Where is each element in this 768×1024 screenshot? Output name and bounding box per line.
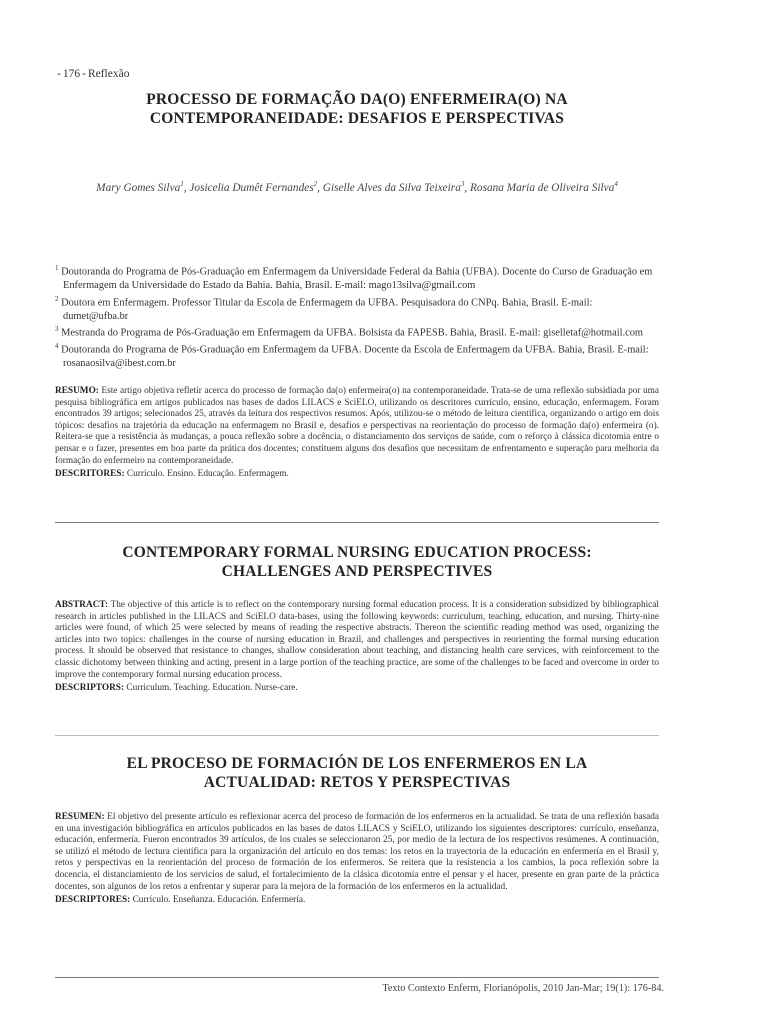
descriptores: DESCRIPTORES: Currículo. Enseñanza. Educación. Enfermería. xyxy=(55,895,306,906)
author-4: Rosana Maria de Oliveira Silva xyxy=(470,181,615,194)
affiliation-4: $^4$ Doutoranda do Programa de Pós-Graduação em Enfermagem da UFBA. Docente da Escola de Enfermagem da UFBA. Bahia, Brasil. E-mail: rosanaosilva@ibest.com.br xyxy=(55,342,649,370)
footer-rule xyxy=(55,977,659,978)
resumen-text: RESUMEN: El objetivo del presente artículo es reflexionar acerca del proceso de formación de los enfermeros en la actualidad. Se trata de una reflexión basada en una investigación bibliográfica en artículos publicados en las bases de datos LILACS y SciELO, utilizando los siguientes descriptores: currículo, enseñanza, educación, enfermería. Fueron encontrados 39 artículos, de los cuales se seleccionaron 25, por medio de la lectura de los respectivos resúmenes. A continuación, se utilizó el método de lectura científica para la organización del artículo en dos temas: los retos en la trayectoria de la educación en enfermería en el Brasil y, retos y perspectivas en la reorientación del proceso de formación de los enfermeros. Se reitera que la resistencia a los cambios, la poca reflexión sobre la docencia, el distanciamiento de los servicios de salud, el fortalecimiento de la clásica dicotomía entre el pensar y el hacer, presente en gran parte de la práctica docentes, son algunos de los retos a enfrentar y superar para la mejora de la formación de los enfermeros en la actualidad. xyxy=(55,812,660,892)
title-spanish: EL PROCESO DE FORMACIÓN DE LOS ENFERMEROS EN LA ACTUALIDAD: RETOS Y PERSPECTIVAS xyxy=(126,755,588,791)
affiliation-1: $^1$ Doutoranda do Programa de Pós-Graduação em Enfermagem da Universidade Federal da Bahia (UFBA). Docente do Curso de Graduação em Enfermagem da Universidade do Estado da Bahia. Bahia, Brasil. E-mail: mago13silva@gmail.com xyxy=(55,264,653,292)
resumo-block xyxy=(55,386,659,480)
descritores: DESCRITORES: Currículo. Ensino. Educação. Enfermagem. xyxy=(55,469,289,480)
page-number: 176 xyxy=(62,68,81,80)
resumen-block xyxy=(55,812,659,906)
affiliation-3: $^3$ Mestranda do Programa de Pós-Graduação em Enfermagem da UFBA. Bolsista da FAPESB. Bahia, Brasil. E-mail: giselletaf@hotmail.com xyxy=(55,325,644,339)
section-divider xyxy=(55,735,659,736)
abstract-block xyxy=(55,600,659,694)
author-3: Giselle Alves da Silva Teixeira xyxy=(322,181,461,194)
section-label: Reflexão xyxy=(87,68,130,80)
descriptors: DESCRIPTORS: Curriculum. Teaching. Education. Nurse-care. xyxy=(55,683,298,694)
resumo-text: RESUMO: Este artigo objetiva refletir acerca do processo de formação da(o) enfermeira(o) na contemporaneidade. Trata-se de uma reflexão subsidiada por uma pesquisa bibliográfica em artigos publicados nas bases de dados LILACS e SciELO, utilizando os descritores currículo, ensino, educação, enfermagem. Foram encontrados 39 artigos; selecionados 25, através da leitura dos respectivos resumos. Após, utilizou-se o método de leitura científica, organizando o artigo em dois tópicos: desafios na trajetória da educação na enfermagem no Brasil e, desafios e perspectivas na reorientação do processo de formação da(o) enfermeira (o). Reitera-se que a resistência às mudanças, a pouca reflexão sobre a docência, o distanciamento dos serviços de saúde, com o reforço à clássica dicotomia entre o pensar e o fazer, presentes em boa parte da prática dos docentes; constituem alguns dos desafios que necessitam de enfrentamento e superação para melhoria da formação do enfermeiro na contemporaneidade. xyxy=(55,386,659,466)
running-header: - 176 - Reflexão xyxy=(57,68,130,80)
abstract-text: ABSTRACT: The objective of this article is to reflect on the contemporary nursing formal education process. It is a consideration subsidized by bibliographical research in articles published in the LILACS and SciELO data-bases, using the following keywords: curriculum, teaching, education, and nursing. Thirty-nine articles were found, of which 25 were selected by means of reading the respective abstracts. Thereon the scientific reading method was used, organizing the articles into two topics: challenges in the course of nursing education in Brazil, and challenges and perspectives in reorienting the formal nursing education process. It should be observed that resistance to changes, shallow consideration about teaching, and distancing health care services, with reinforcement to the classic dichotomy between thinking and acting, present in a large portion of the teaching practice, are some of the challenges to be faced and overcome in order to improve the contemporary formal nursing education process. xyxy=(55,600,660,680)
author-1: Mary Gomes Silva xyxy=(96,181,181,194)
section-divider xyxy=(55,522,659,523)
affiliations xyxy=(55,262,659,371)
author-2: Josicelia Dumêt Fernandes xyxy=(189,181,314,194)
author-list: Mary Gomes Silva$^1$, Josicelia Dumêt Fernandes$^2$, Giselle Alves da Silva Teixeira$^3$, Rosana Maria de Oliveira Silva$^4$ xyxy=(96,180,618,194)
journal-citation: Texto Contexto Enferm, Florianópolis, 2010 Jan-Mar; 19(1): 176-84. xyxy=(382,983,664,994)
title-english: CONTEMPORARY FORMAL NURSING EDUCATION PROCESS: CHALLENGES AND PERSPECTIVES xyxy=(122,544,592,580)
title-portuguese: PROCESSO DE FORMAÇÃO DA(O) ENFERMEIRA(O) NA CONTEMPORANEIDADE: DESAFIOS E PERSPECTIVAS xyxy=(146,91,568,127)
affiliation-2: $^2$ Doutora em Enfermagem. Professor Titular da Escola de Enfermagem da UFBA. Pesquisadora do CNPq. Bahia, Brasil. E-mail: dumet@ufba.br xyxy=(55,294,593,322)
